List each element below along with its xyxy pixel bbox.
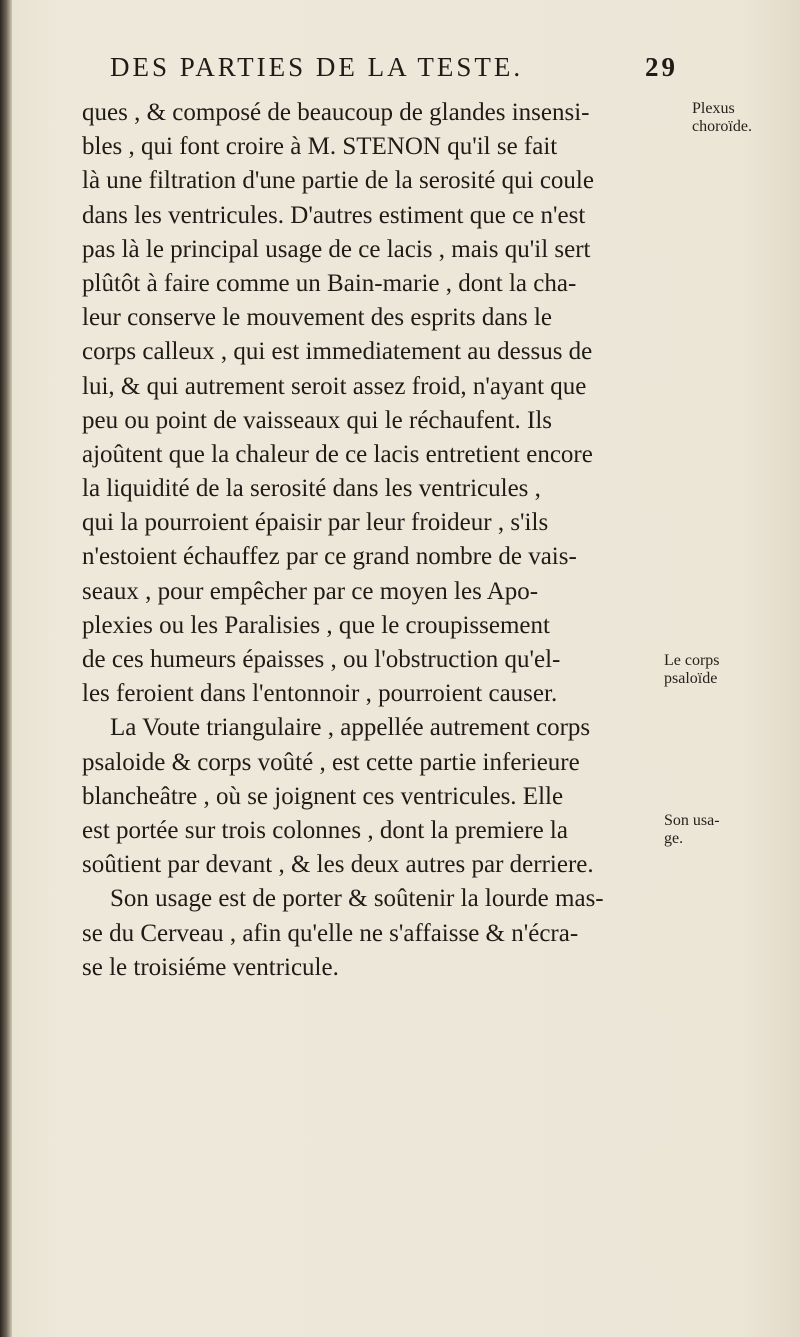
show-through-texture	[100, 820, 680, 928]
text-line: qui la pourroient épaisir par leur froideur , s'ils	[82, 509, 549, 537]
text-line: pas là le principal usage de ce lacis , mais qu'il sert	[82, 235, 591, 263]
margin-note-usage: Son usa- ge.	[664, 812, 720, 847]
text-line: plûtôt à faire comme un Bain-marie , dont la cha-	[82, 269, 577, 297]
running-header	[110, 52, 690, 92]
text-line: soûtient par devant , & les deux autres par derriere.	[82, 851, 594, 879]
text-line: lui, & qui autrement seroit assez froid, n'ayant que	[82, 372, 587, 400]
text-line: La Voute triangulaire , appellée autrement corps	[110, 714, 591, 742]
text-line: les feroient dans l'entonnoir , pourroient causer.	[82, 680, 558, 708]
running-title: DES PARTIES DE LA TESTE.	[110, 52, 524, 82]
text-line: peu ou point de vaisseaux qui le réchaufent. Ils	[82, 406, 552, 434]
text-line: plexies ou les Paralisies , que le croupissement	[82, 611, 550, 639]
text-line: ques , & composé de beaucoup de glandes insensi-	[82, 99, 590, 126]
text-line: bles , qui font croire à M. STENON qu'il se fait	[82, 133, 558, 161]
text-line: psaloide & corps voûté , est cette partie inferieure	[82, 748, 580, 776]
text-line: corps calleux , qui est immediatement au dessus de	[82, 338, 593, 366]
text-line: Son usage est de porter & soûtenir la lourde mas-	[110, 885, 604, 913]
text-line: seaux , pour empêcher par ce moyen les Apo-	[82, 577, 539, 605]
text-line: est portée sur trois colonnes , dont la premiere la	[82, 816, 568, 844]
text-line: ajoûtent que la chaleur de ce lacis entretient encore	[82, 440, 593, 468]
margin-note-corps-psaloide: Le corps psaloïde	[664, 652, 720, 687]
text-line: de ces humeurs épaisses , ou l'obstruction qu'el-	[82, 646, 561, 673]
text-line: là une filtration d'une partie de la serosité qui coule	[82, 167, 594, 195]
text-line: n'estoient échauffez par ce grand nombre de vais-	[82, 543, 577, 571]
text-line: se le troisiéme ventricule.	[82, 953, 339, 981]
text-line: la liquidité de la serosité dans les ventricules ,	[82, 475, 541, 503]
page-gutter	[0, 0, 12, 1337]
text-line: leur conserve le mouvement des esprits dans le	[82, 304, 552, 332]
text-line: se du Cerveau , afin qu'elle ne s'affaisse & n'écra-	[82, 919, 579, 947]
text-line: blancheâtre , où se joignent ces ventricules. Elle	[82, 782, 564, 810]
page-number: 29	[645, 52, 678, 82]
text-line: dans les ventricules. D'autres estiment que ce n'est	[82, 201, 586, 229]
margin-note-plexus: Plexus choroïde.	[692, 100, 752, 135]
